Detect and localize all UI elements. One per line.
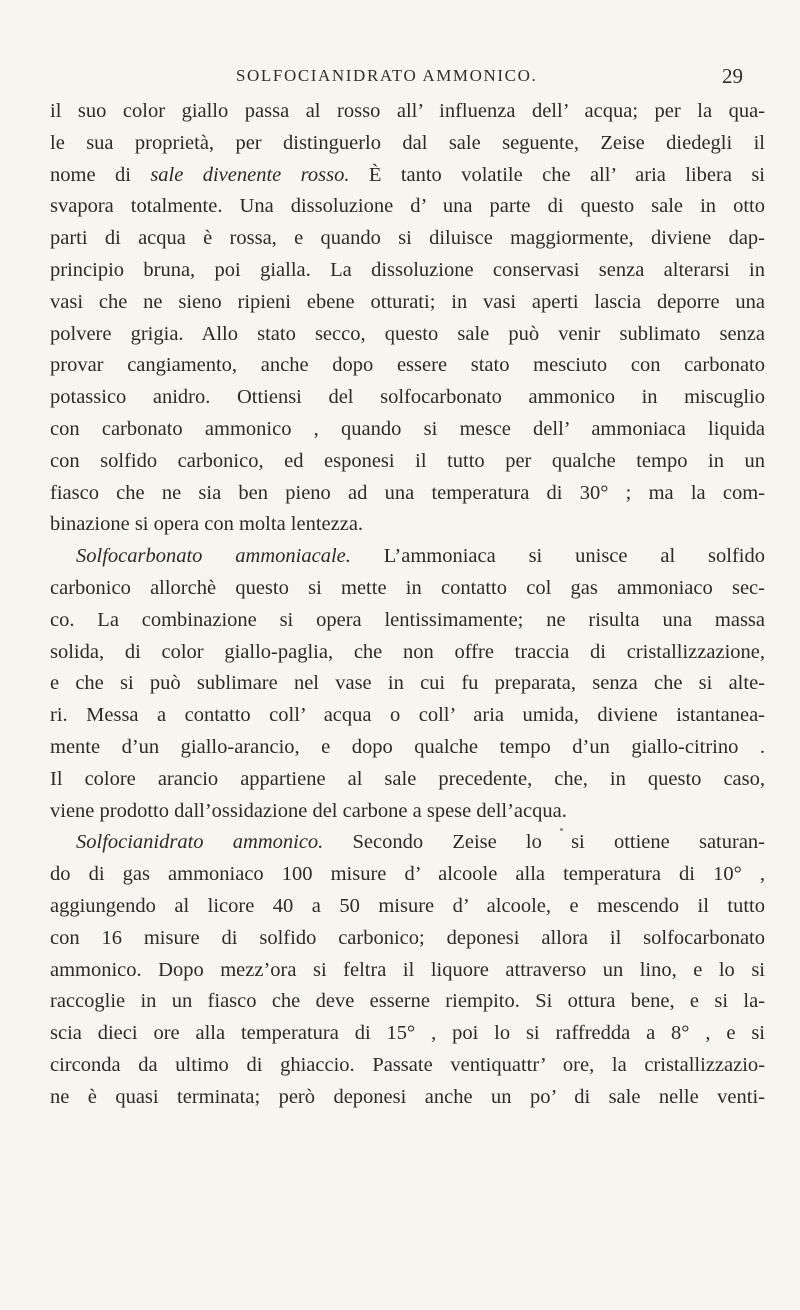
- text-run: con carbonato ammonico , quando si mesce dell’ ammoniaca liquida: [50, 417, 765, 440]
- text-line: [50, 446, 765, 478]
- italic-run: sale divenente rosso.: [150, 163, 350, 186]
- text-line: [50, 541, 765, 573]
- text-run: scia dieci ore alla temperatura di 15° , poi lo si raffredda a 8° , e si: [50, 1022, 765, 1045]
- text-line: [50, 955, 765, 987]
- text-line: [50, 160, 765, 192]
- text-line: [50, 891, 765, 923]
- text-line: [50, 1018, 765, 1050]
- text-run: circonda da ultimo di ghiaccio. Passate ventiquattr’ ore, la cristallizzazio-: [50, 1053, 765, 1076]
- text-line: [50, 255, 765, 287]
- text-line: [50, 287, 765, 319]
- text-run: ri. Messa a contatto coll’ acqua o coll’ aria umida, diviene istantanea-: [50, 704, 765, 727]
- text-run: co. La combinazione si opera lentissimamente; ne risulta una massa: [50, 608, 765, 631]
- text-line: [50, 478, 765, 510]
- text-run: Il colore arancio appartiene al sale precedente, che, in questo caso,: [50, 767, 765, 790]
- text-line: [50, 350, 765, 382]
- text-run: fiasco che ne sia ben pieno ad una temperatura di 30° ; ma la com-: [50, 481, 765, 504]
- text-line: [50, 796, 765, 828]
- text-run: Secondo Zeise lo si ottiene saturan-: [323, 831, 765, 854]
- text-run: il suo color giallo passa al rosso all’ influenza dell’ acqua; per la qua-: [50, 100, 765, 122]
- text-line: [50, 191, 765, 223]
- text-run: e che si può sublimare nel vase in cui fu preparata, senza che si alte-: [50, 672, 765, 695]
- text-run: potassico anidro. Ottiensi del solfocarbonato ammonico in miscuglio: [50, 386, 765, 409]
- text-line: [50, 96, 765, 128]
- italic-run: Solfocarbonato ammoniacale.: [76, 545, 351, 568]
- text-run: ammonico. Dopo mezz’ora si feltra il liquore attraverso un lino, e lo si: [50, 958, 765, 981]
- text-run: L’ammoniaca si unisce al solfido: [350, 545, 765, 568]
- text-run: È tanto volatile che all’ aria libera si: [349, 163, 766, 186]
- text-line: [50, 128, 765, 160]
- text-line: [50, 573, 765, 605]
- text-run: nome di: [50, 163, 151, 186]
- text-run: raccoglie in un fiasco che deve esserne riempito. Si ottura bene, e si la-: [50, 990, 765, 1013]
- text-line: [50, 319, 765, 351]
- text-run: principio bruna, poi gialla. La dissoluzione conservasi senza alterarsi in: [50, 258, 765, 281]
- paper-speck: [560, 828, 563, 831]
- body-text: [50, 96, 765, 1114]
- italic-run: Solfocianidrato ammonico.: [76, 831, 324, 854]
- text-run: binazione si opera con molta lentezza.: [50, 513, 364, 536]
- text-line: [50, 382, 765, 414]
- text-line: [50, 764, 765, 796]
- text-run: con 16 misure di solfido carbonico; deponesi allora il solfocarbonato: [50, 926, 765, 949]
- text-line: [50, 923, 765, 955]
- text-line: [50, 986, 765, 1018]
- text-run: solida, di color giallo-paglia, che non offre traccia di cristallizzazione,: [50, 640, 765, 663]
- text-line: [50, 1082, 765, 1114]
- text-run: polvere grigia. Allo stato secco, questo sale può venir sublimato senza: [50, 322, 765, 345]
- page-number: 29: [722, 64, 743, 88]
- text-run: provar cangiamento, anche dopo essere stato mesciuto con carbonato: [50, 354, 765, 377]
- text-run: carbonico allorchè questo si mette in contatto col gas ammoniaco sec-: [50, 576, 765, 599]
- text-run: mente d’un giallo-arancio, e dopo qualche tempo d’un giallo-citrino .: [50, 735, 765, 758]
- text-line: [50, 637, 765, 669]
- text-line: [50, 827, 765, 859]
- text-line: [50, 1050, 765, 1082]
- running-title: SOLFOCIANIDRATO AMMONICO.: [236, 66, 538, 85]
- text-run: con solfido carbonico, ed esponesi il tutto per qualche tempo in un: [50, 449, 765, 472]
- text-line: [50, 223, 765, 255]
- text-line: [50, 700, 765, 732]
- text-run: le sua proprietà, per distinguerlo dal sale seguente, Zeise diedegli il: [50, 131, 765, 154]
- running-head: [0, 66, 800, 96]
- text-line: [50, 668, 765, 700]
- text-run: vasi che ne sieno ripieni ebene otturati; in vasi aperti lascia deporre una: [50, 290, 765, 313]
- text-line: [50, 859, 765, 891]
- text-line: [50, 509, 765, 541]
- text-line: [50, 414, 765, 446]
- text-run: ne è quasi terminata; però deponesi anche un po’ di sale nelle venti-: [50, 1085, 765, 1108]
- text-run: parti di acqua è rossa, e quando si diluisce maggiormente, diviene dap-: [50, 227, 765, 250]
- text-run: aggiungendo al licore 40 a 50 misure d’ alcoole, e mescendo il tutto: [50, 894, 765, 917]
- text-line: [50, 732, 765, 764]
- text-run: svapora totalmente. Una dissoluzione d’ una parte di questo sale in otto: [50, 195, 765, 218]
- text-run: do di gas ammoniaco 100 misure d’ alcoole alla temperatura di 10° ,: [50, 863, 765, 886]
- text-line: [50, 605, 765, 637]
- text-run: viene prodotto dall’ossidazione del carbone a spese dell’acqua.: [50, 799, 567, 822]
